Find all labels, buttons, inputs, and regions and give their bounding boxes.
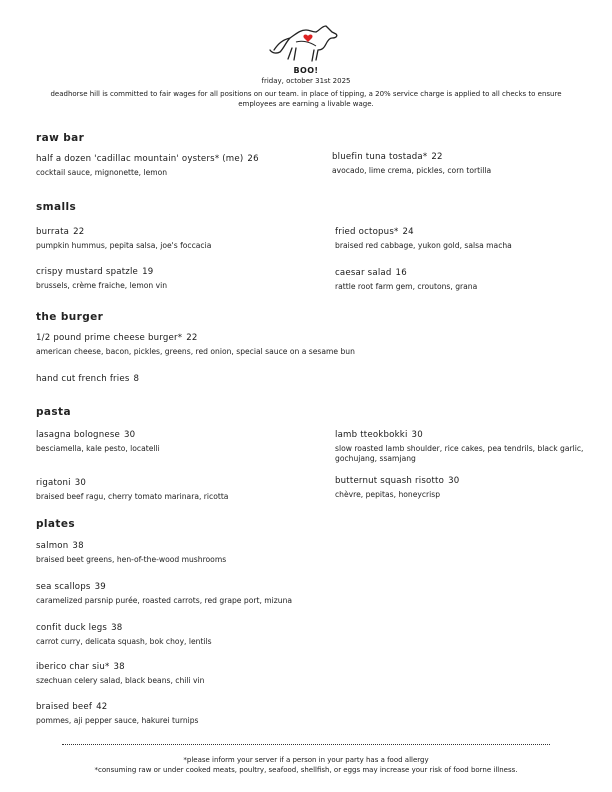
item-price: 38 [113, 662, 125, 672]
event-title: BOO! [293, 66, 319, 75]
item-name: crispy mustard spatzle [36, 267, 139, 277]
item-description: carrot curry, delicata squash, bok choy, lentils [36, 637, 212, 646]
item-price: 22 [73, 227, 85, 237]
menu-item [36, 227, 308, 251]
horse-logo-icon [266, 20, 346, 66]
menu-item [36, 374, 308, 385]
menu-item [335, 227, 607, 251]
item-description: pumpkin hummus, pepita salsa, joe's foccacia [36, 241, 212, 250]
menu-item [36, 623, 576, 647]
section-title-burger: the burger [36, 311, 104, 323]
allergy-notice: *please inform your server if a person in your party has a food allergy [183, 756, 429, 764]
item-price: 30 [448, 476, 460, 486]
item-name: burrata [36, 227, 70, 237]
item-description: caramelized parsnip purée, roasted carrots, red grape port, mizuna [36, 596, 293, 605]
item-name: caesar salad [335, 268, 392, 278]
section-title-raw-bar: raw bar [36, 132, 85, 144]
menu-item [36, 541, 576, 565]
item-name: 1/2 pound prime cheese burger* [36, 333, 183, 343]
item-name: fried octopus* [335, 227, 399, 237]
item-price: 30 [74, 478, 87, 488]
menu-item [335, 476, 607, 500]
item-description: brussels, crème fraiche, lemon vin [36, 281, 168, 290]
item-name: sea scallops [36, 582, 91, 592]
item-name: confit duck legs [36, 623, 108, 633]
item-description: chèvre, pepitas, honeycrisp [335, 490, 441, 499]
item-name: butternut squash risotto [335, 476, 445, 486]
item-name: hand cut french fries [36, 374, 130, 384]
item-price: 16 [395, 268, 407, 278]
menu-item [36, 662, 576, 686]
menu-item [335, 268, 607, 292]
item-description: braised beef ragu, cherry tomato marinara, ricotta [36, 492, 229, 501]
item-description: american cheese, bacon, pickles, greens, red onion, special sauce on a sesame bun [36, 347, 355, 356]
item-price: 30 [124, 430, 136, 440]
item-description: braised red cabbage, yukon gold, salsa macha [335, 241, 512, 250]
item-name: lamb tteokbokki [335, 430, 408, 440]
item-price: 19 [142, 267, 154, 277]
menu-item [36, 430, 308, 454]
item-name: lasagna bolognese [36, 430, 121, 440]
section-title-plates: plates [36, 518, 75, 530]
item-price: 26 [247, 154, 259, 164]
item-description: rattle root farm gem, croutons, grana [335, 282, 478, 291]
item-description: braised beet greens, hen-of-the-wood mushrooms [36, 555, 227, 564]
item-description: cocktail sauce, mignonette, lemon [36, 168, 168, 177]
item-name: bluefin tuna tostada* [332, 152, 428, 162]
item-description: besciamella, kale pesto, locatelli [36, 444, 160, 453]
menu-item [36, 702, 576, 726]
item-description: avocado, lime crema, pickles, corn tortilla [332, 166, 492, 175]
menu-item [36, 478, 308, 502]
item-price: 38 [72, 541, 84, 551]
menu-item [36, 333, 576, 357]
item-price: 30 [411, 430, 423, 440]
item-price: 38 [111, 623, 123, 633]
section-title-pasta: pasta [36, 406, 71, 418]
item-description: slow roasted lamb shoulder, rice cakes, pea tendrils, black garlic, gochujang, ssamjang [335, 444, 584, 463]
item-price: 8 [133, 374, 140, 384]
menu-item [36, 154, 326, 178]
menu-item [36, 267, 308, 291]
wage-notice: deadhorse hill is committed to fair wages for all positions on our team. in place of tipping, a 20% service charge is applied to all checks to ensure employees are earning a livable wage. [50, 90, 562, 108]
item-price: 22 [431, 152, 443, 162]
event-date: friday, october 31st 2025 [261, 77, 351, 85]
item-price: 39 [94, 582, 106, 592]
item-name: iberico char siu* [36, 662, 110, 672]
item-price: 42 [96, 702, 108, 712]
item-name: half a dozen 'cadillac mountain' oysters* (me) [36, 154, 244, 164]
item-name: rigatoni [36, 478, 71, 488]
item-price: 24 [402, 227, 414, 237]
item-price: 22 [186, 333, 198, 343]
item-name: salmon [36, 541, 69, 551]
menu-item [332, 152, 604, 176]
item-description: pommes, aji pepper sauce, hakurei turnips [36, 716, 199, 725]
menu-item [335, 430, 587, 463]
item-description: szechuan celery salad, black beans, chili vin [36, 676, 205, 685]
raw-food-warning: *consuming raw or under cooked meats, poultry, seafood, shellfish, or eggs may increase your risk of food borne illness. [94, 766, 518, 774]
section-title-smalls: smalls [36, 201, 77, 213]
menu-item [36, 582, 576, 606]
item-name: braised beef [36, 702, 93, 712]
dotted-divider [62, 744, 550, 745]
